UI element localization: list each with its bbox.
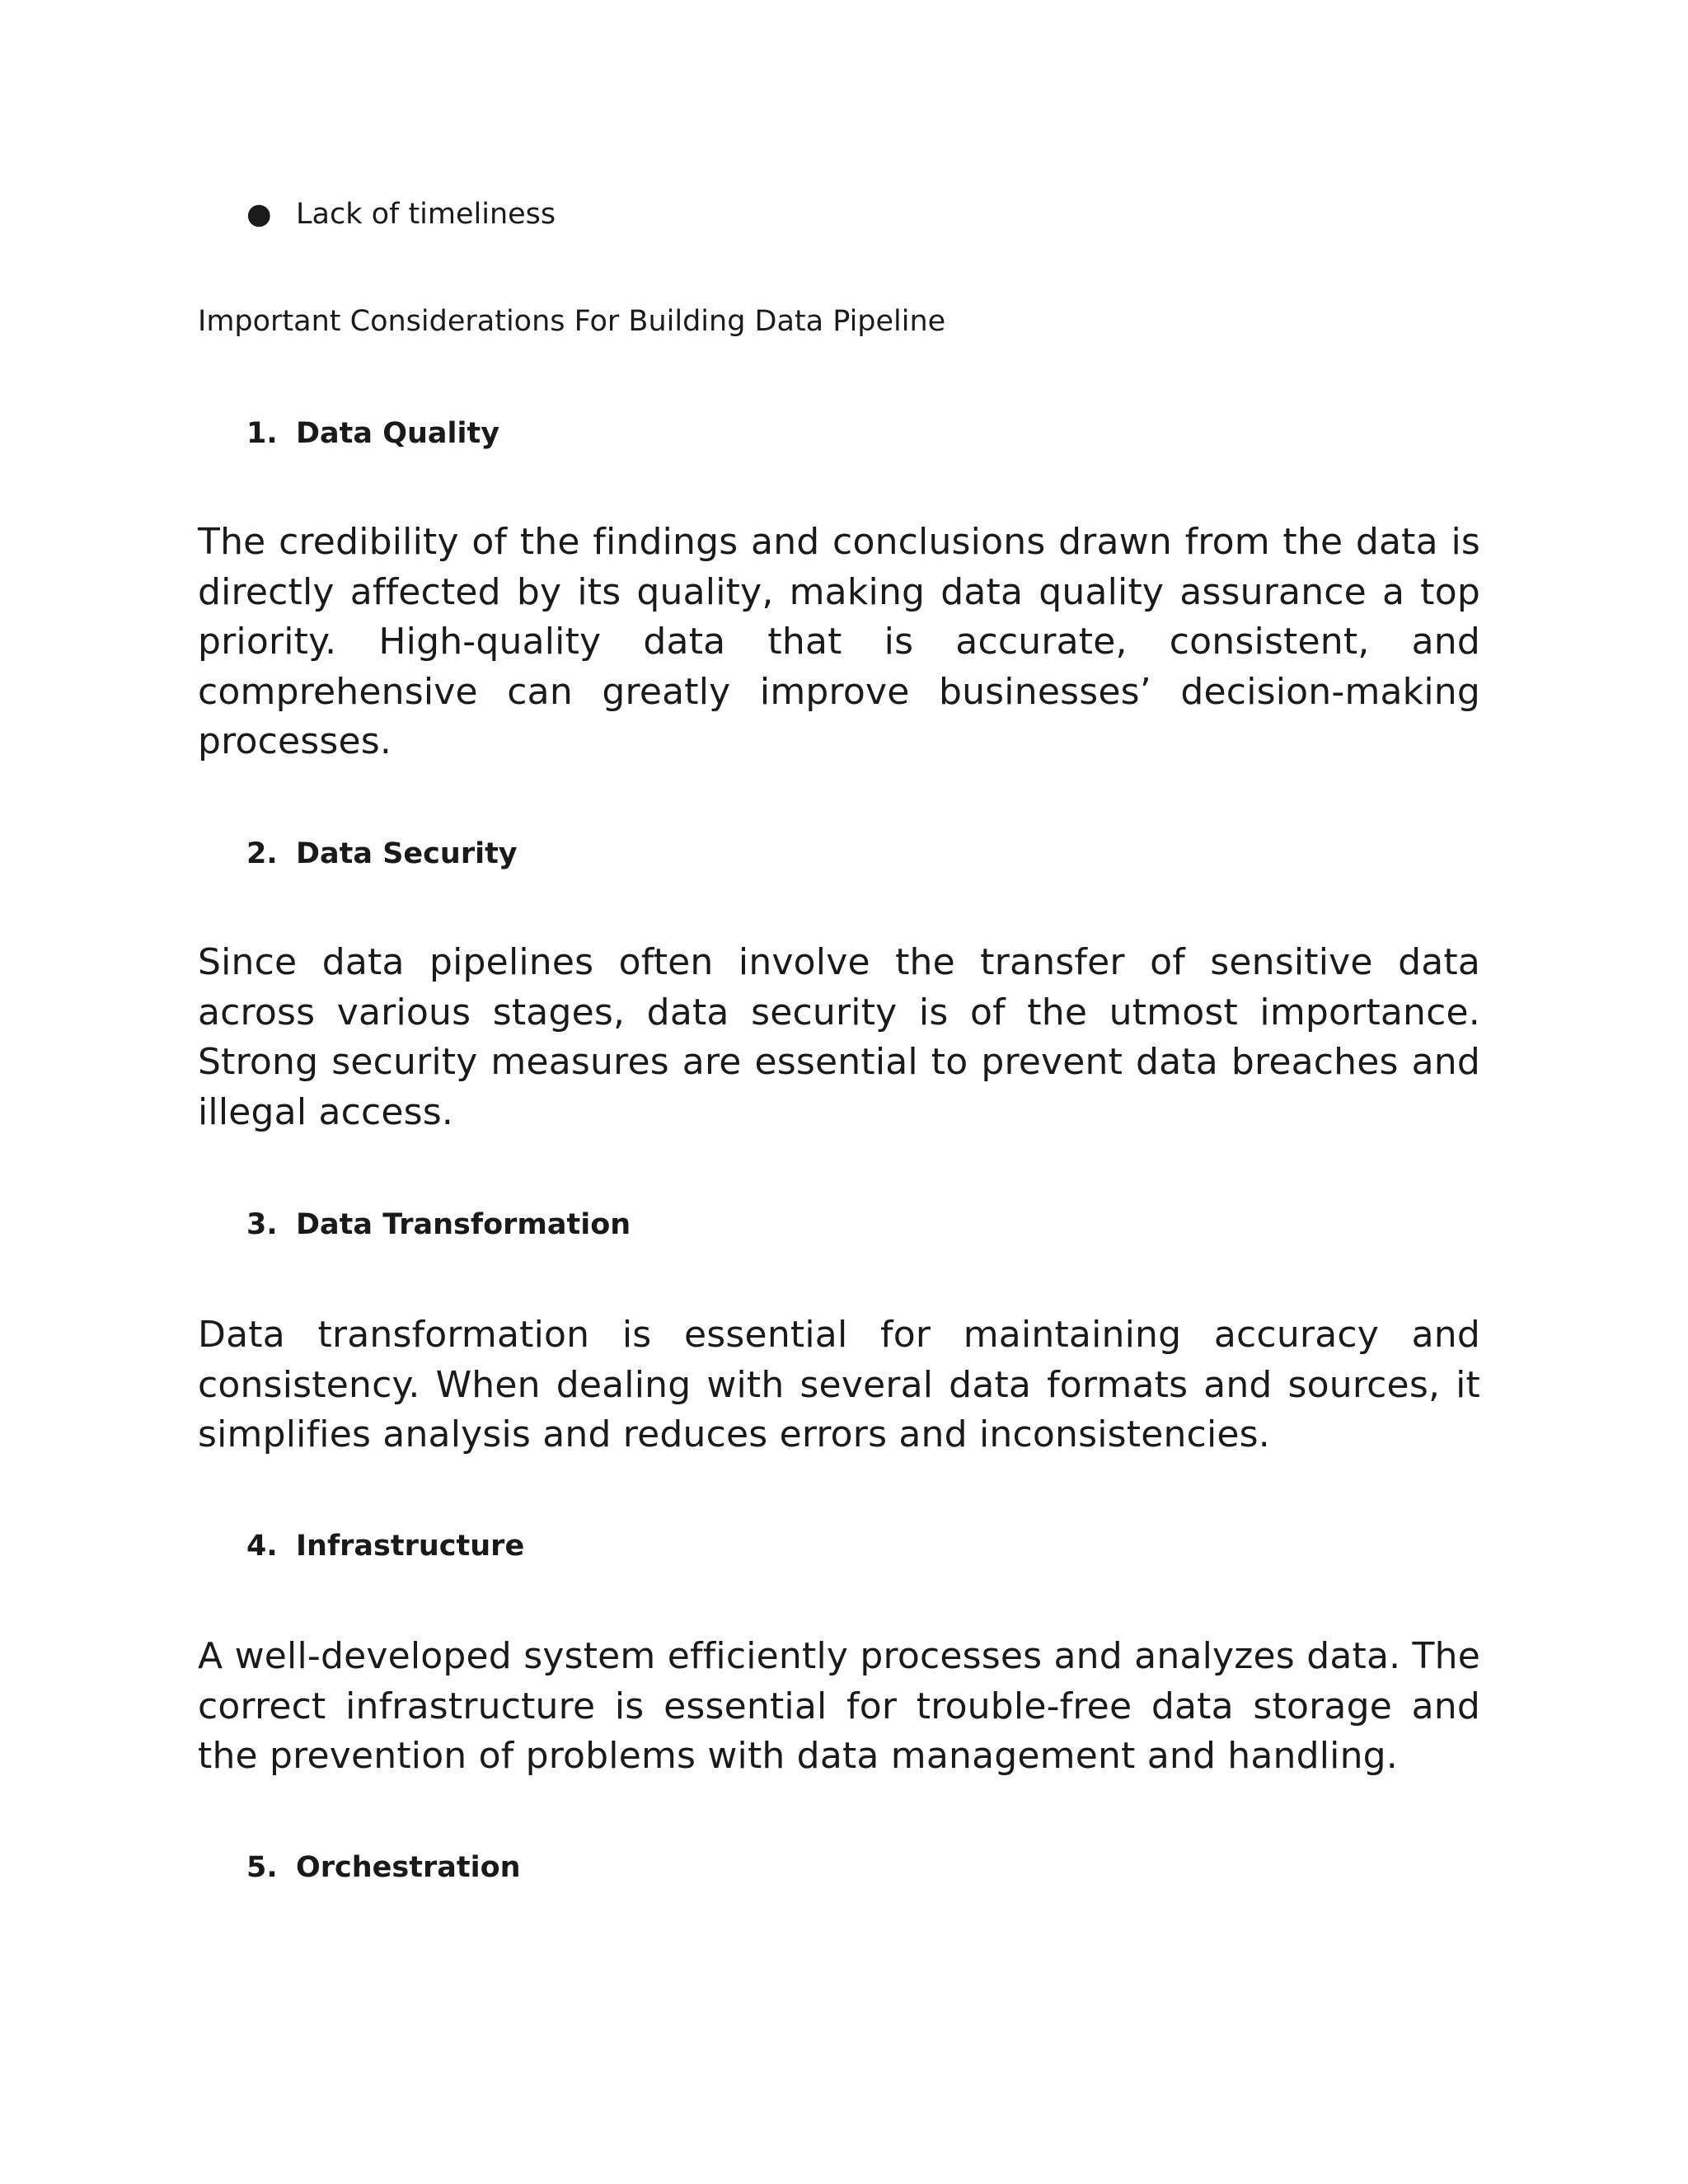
section-number: 5.: [246, 1851, 278, 1884]
section-heading-data-security: [246, 834, 518, 874]
section-number: 4.: [246, 1530, 278, 1563]
section-body-data-security: Since data pipelines often involve the transfer of sensitive data across various stages, data security is of the utmost importance. Strong security measures are essential to prevent data breaches and illegal access.: [198, 941, 1480, 1133]
section-body-data-transformation: Data transformation is essential for maintaining accuracy and consistency. When dealing with several data formats and sources, it simplifies analysis and reduces errors and inconsistencies.: [198, 1314, 1480, 1455]
section-number: 1.: [246, 417, 278, 450]
section-heading-orchestration: [246, 1848, 521, 1887]
section-title: Orchestration: [296, 1851, 521, 1884]
bullet-icon: ●: [246, 198, 272, 231]
section-number: 2.: [246, 837, 278, 870]
section-heading-infrastructure: [246, 1526, 524, 1566]
section-heading-data-quality: [246, 414, 499, 453]
bullet-list-item: [246, 194, 556, 234]
section-heading-data-transformation: [246, 1205, 631, 1244]
section-body-data-quality: The credibility of the findings and conclusions drawn from the data is directly affected by its quality, making data quality assurance a top priority. High-quality data that is accurate, consistent, and comprehensive can greatly improve businesses’ decision-making processes.: [198, 521, 1480, 762]
section-title: Data Quality: [296, 417, 500, 450]
bullet-text: Lack of timeliness: [296, 198, 556, 231]
section-title: Data Security: [296, 837, 518, 870]
section-number: 3.: [246, 1208, 278, 1241]
intro-heading: Important Considerations For Building Data Pipeline: [198, 305, 946, 338]
section-title: Data Transformation: [296, 1208, 631, 1241]
section-body-infrastructure: A well-developed system efficiently processes and analyzes data. The correct infrastructure is essential for trouble-free data storage and the prevention of problems with data management and handling.: [198, 1635, 1480, 1777]
section-title: Infrastructure: [296, 1530, 525, 1563]
